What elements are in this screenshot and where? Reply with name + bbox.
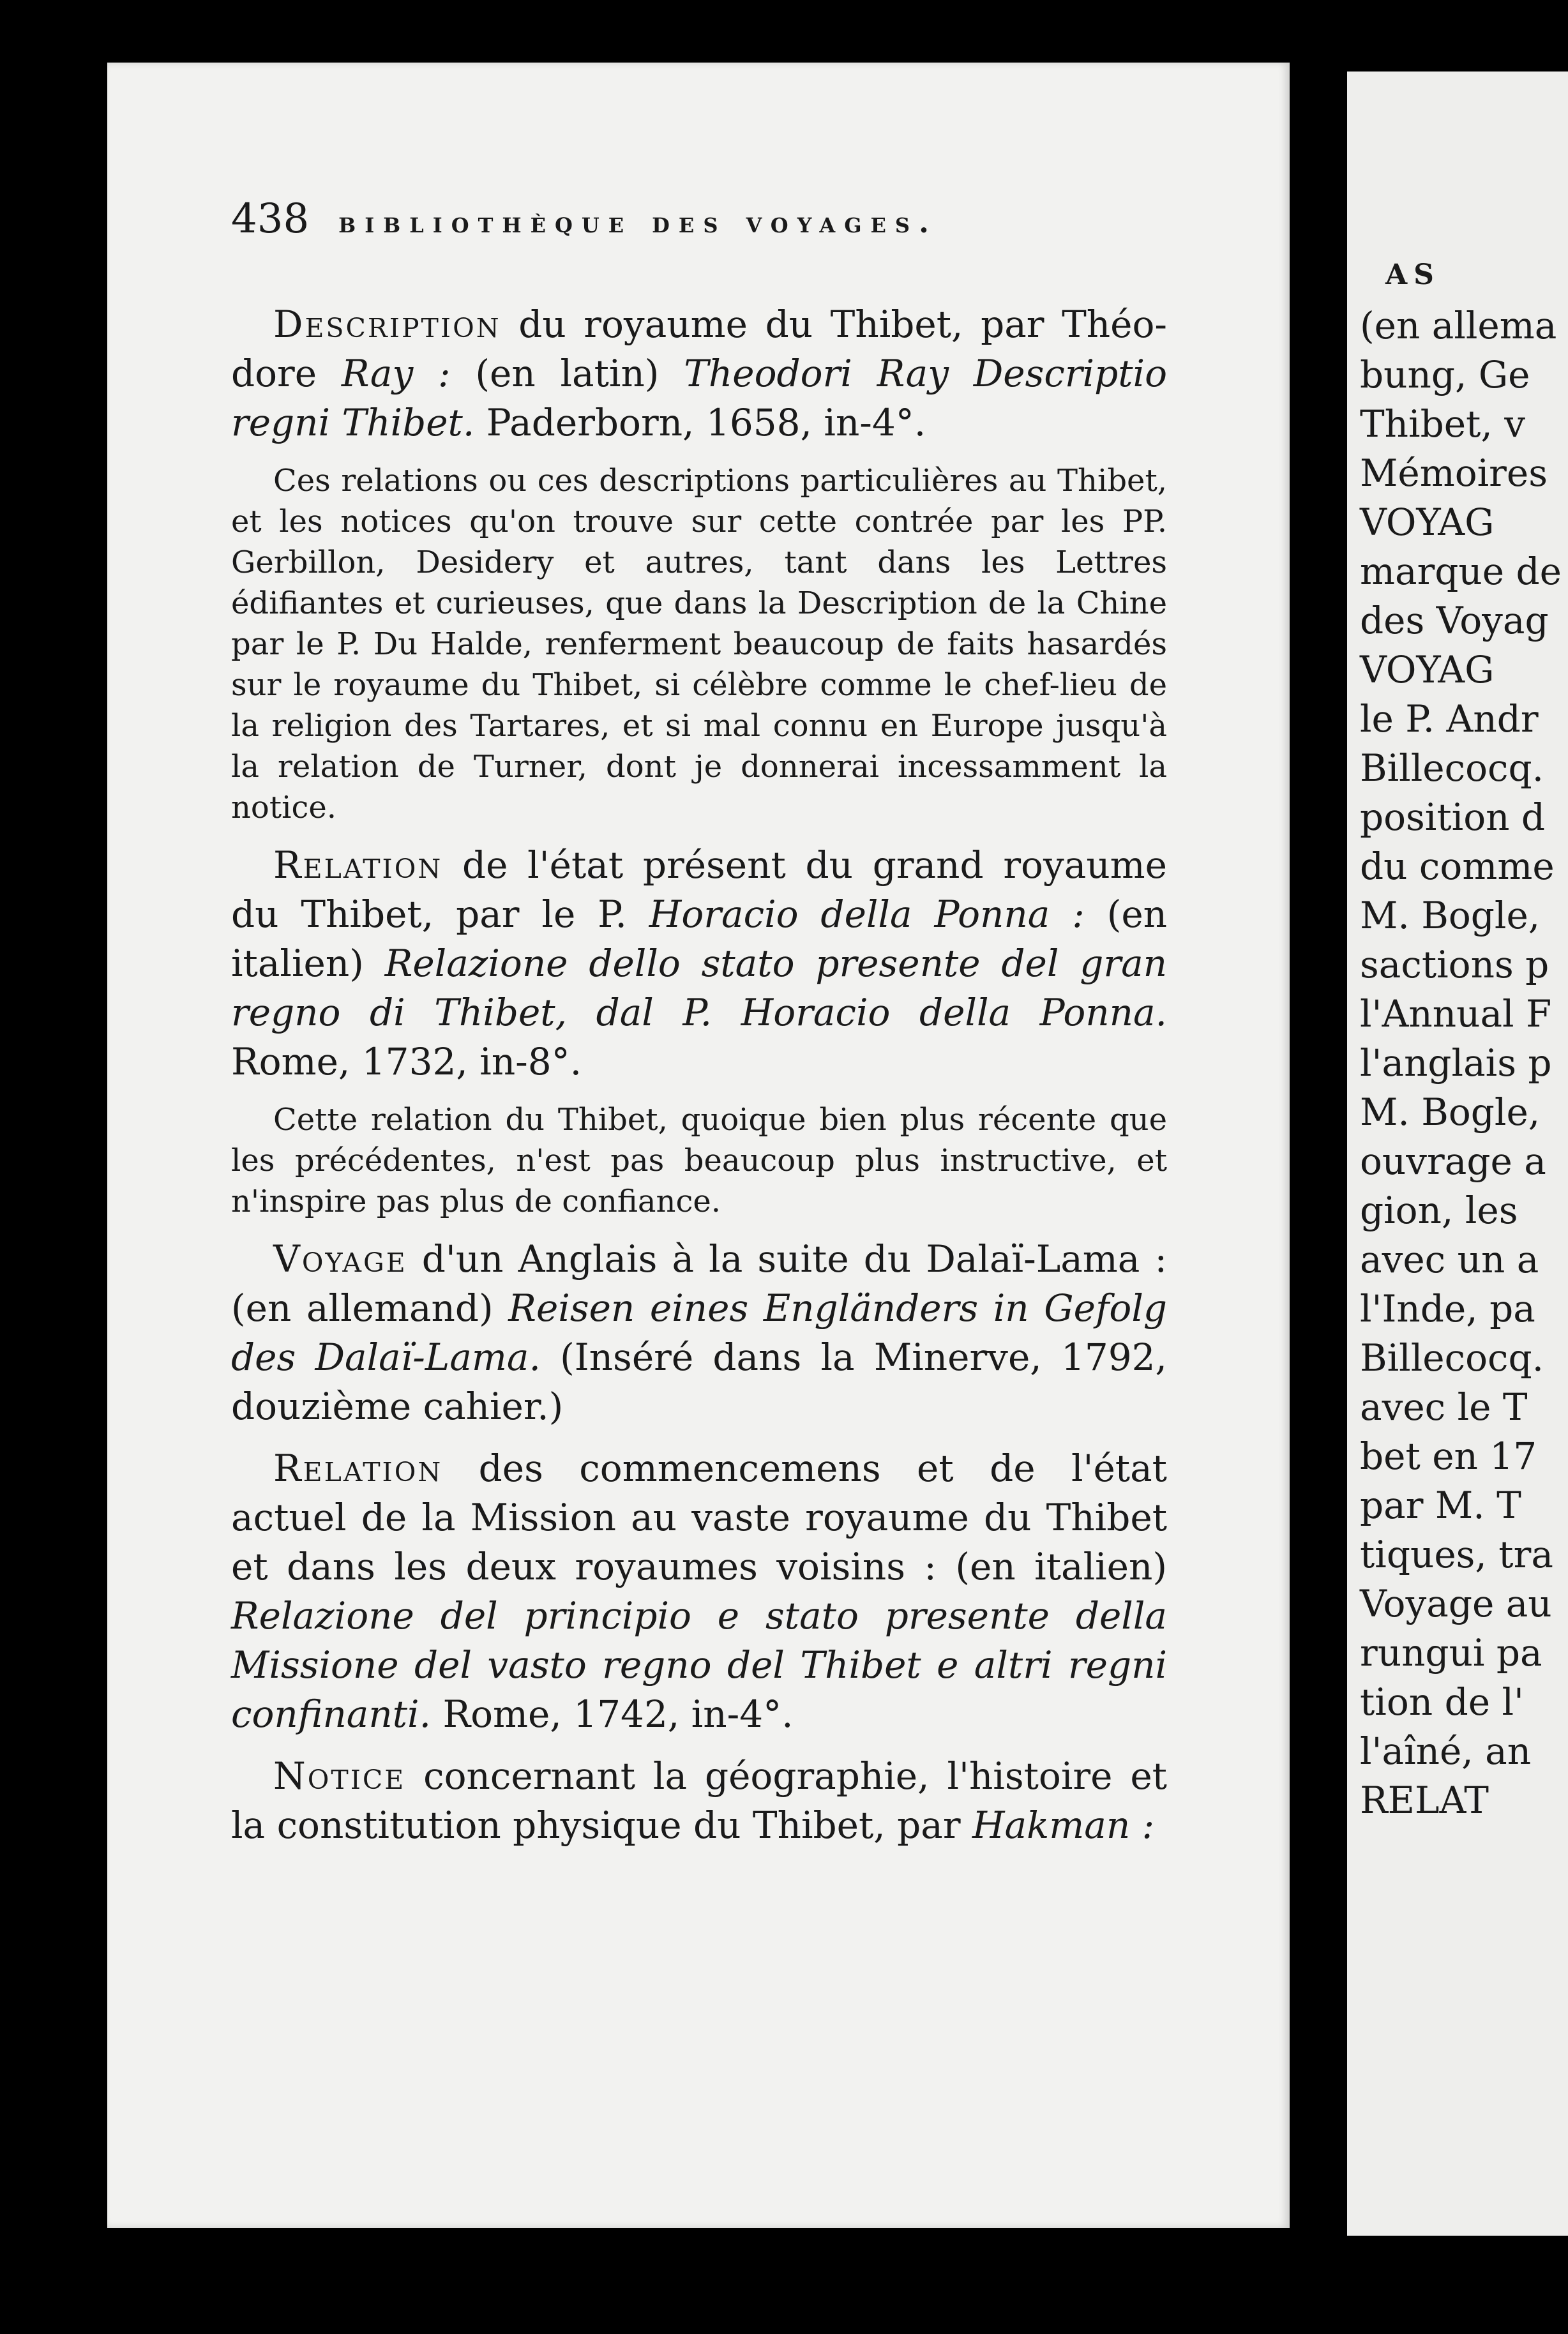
fragment-line: des Voyag: [1360, 599, 1549, 642]
entry-text: des commencemens et de l'état actuel de la Mission au vaste royaume du Thibet et dans les deux royaumes voisins : (en italien): [231, 1447, 1167, 1588]
italic-title: Theodori Ray Descriptio regni Thibet.: [231, 352, 1167, 444]
bibliographic-entry: [231, 1752, 1167, 1850]
next-page-lines: [1360, 301, 1568, 1825]
fragment-line: ouvrage a: [1360, 1140, 1546, 1183]
fragment-line: (en allema: [1360, 304, 1557, 347]
entry-lead-word: Relation: [273, 843, 443, 887]
page-number: 438: [231, 195, 310, 243]
entry-text: Rome, 1742, in-4°.: [431, 1692, 794, 1736]
fragment-line: RELAT: [1360, 1779, 1489, 1822]
entry-text: (en latin): [450, 352, 684, 395]
entry-text: concernant la géographie, l'histoire et la constitution physique du Thibet, par: [231, 1754, 1167, 1847]
fragment-line: sactions p: [1360, 943, 1549, 986]
entry-text: Rome, 1732, in-8°.: [231, 1040, 582, 1083]
fragment-line: avec un a: [1360, 1238, 1539, 1281]
entry-text: Paderborn, 1658, in-4°.: [474, 401, 926, 444]
fragment-line: M. Bogle,: [1360, 1090, 1541, 1134]
fragment-line: le P. Andr: [1360, 697, 1539, 741]
italic-title: Reisen eines Engländers in Gefolg des Dalaï-Lama.: [231, 1286, 1168, 1379]
fragment-line: l'anglais p: [1360, 1041, 1552, 1085]
bibliographic-entry: [231, 1235, 1167, 1431]
entry-text: (en italien): [231, 892, 1168, 985]
fragment-line: Voyage au: [1360, 1582, 1552, 1625]
fragment-line: Billecocq.: [1360, 1336, 1544, 1380]
italic-title: Hakman :: [972, 1803, 1155, 1847]
right-page-fragment: [1347, 72, 1568, 2236]
fragment-line: gion, les: [1360, 1189, 1518, 1232]
running-title: bibliothèque des voyages.: [338, 205, 939, 239]
italic-title: Horacio della Ponna :: [649, 892, 1085, 936]
bibliographic-entry: [231, 841, 1167, 1087]
fragment-line: du comme: [1360, 845, 1555, 888]
entry-lead-word: Voyage: [273, 1237, 407, 1281]
italic-title: Relazione dello stato presente del gran regno di Thibet, dal P. Horacio della Ponna.: [231, 942, 1168, 1034]
bibliographic-entry: [231, 300, 1167, 448]
fragment-line: Billecocq.: [1360, 746, 1544, 790]
entry-text: du royaume du Thibet, par Théo-dore: [231, 303, 1167, 395]
fragment-line: Mémoires: [1360, 451, 1548, 495]
fragment-line: position d: [1360, 795, 1546, 839]
commentary-note: Ces relations ou ces descriptions particulières au Thibet, et les notices qu'on trouve sur cette contrée par les PP. Gerbillon, Desidery et autres, tant dans les Lettres édifiantes et curieuses, que dans la Description de la Chine par le P. Du Halde, renferment beaucoup de faits hasardés sur le royaume du Thibet, si célèbre comme le chef-lieu de la religion des Tartares, et si mal connu en Europe jusqu'à la relation de Turner, dont je donnerai incessamment la notice.: [231, 463, 1167, 825]
fragment-line: l'Annual F: [1360, 992, 1552, 1035]
italic-title: Relazione del principio e stato presente della Missione del vasto regno del Thibet e altri regni confinanti.: [231, 1594, 1167, 1736]
commentary-note: Cette relation du Thibet, quoique bien plus récente que les précédentes, n'est pas beaucoup plus instructive, et n'inspire pas plus de confiance.: [231, 1102, 1167, 1219]
fragment-line: tion de l': [1360, 1680, 1524, 1724]
fragment-line: bet en 17: [1360, 1434, 1537, 1478]
entry-lead-word: Description: [273, 303, 501, 346]
fragment-line: VOYAG: [1360, 648, 1495, 691]
fragment-line: avec le T: [1360, 1385, 1528, 1429]
entry-text: (Inséré dans la Minerve, 1792, douzième cahier.): [231, 1336, 1167, 1428]
fragment-line: par M. T: [1360, 1484, 1521, 1527]
fragment-line: M. Bogle,: [1360, 894, 1541, 937]
fragment-line: l'aîné, an: [1360, 1729, 1532, 1773]
page-header: [231, 195, 1163, 243]
fragment-line: Thibet, v: [1360, 402, 1525, 446]
entry-lead-word: Notice: [273, 1754, 406, 1798]
italic-title: Ray :: [341, 352, 451, 395]
fragment-line: VOYAG: [1360, 501, 1495, 544]
next-page-header: AS: [1385, 259, 1440, 291]
fragment-line: marque de: [1360, 550, 1562, 593]
entry-text: de l'état présent du grand royaume du Thibet, par le P.: [231, 843, 1167, 936]
fragment-line: rungui pa: [1360, 1631, 1542, 1675]
entry-lead-word: Relation: [273, 1447, 443, 1490]
page-body: [231, 300, 1167, 1863]
entry-text: d'un Anglais à la suite du Dalaï-Lama : (en allemand): [231, 1237, 1167, 1330]
fragment-line: bung, Ge: [1360, 353, 1530, 396]
fragment-line: l'Inde, pa: [1360, 1287, 1535, 1330]
bibliographic-entry: [231, 1444, 1167, 1739]
fragment-line: tiques, tra: [1360, 1533, 1553, 1576]
